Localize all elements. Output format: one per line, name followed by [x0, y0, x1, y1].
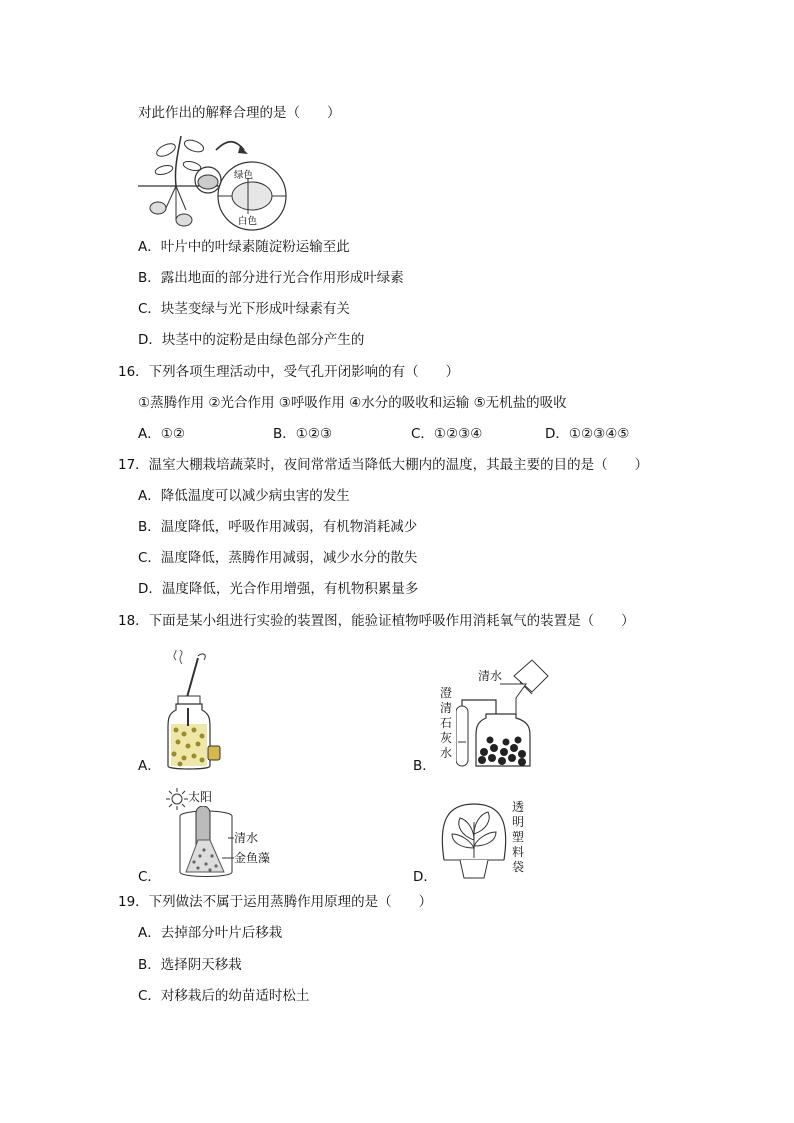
q19-option-a[interactable]: A．去掉部分叶片后移栽 — [138, 925, 283, 941]
q18-option-c-letter[interactable]: C． — [138, 869, 161, 885]
fig-c-sun-label: 太阳 — [188, 790, 213, 804]
q15-option-c[interactable]: C．块茎变绿与光下形成叶绿素有关 — [138, 301, 350, 317]
q19-option-b[interactable]: B．选择阴天移栽 — [138, 957, 242, 973]
q19-stem: 19．下列做法不属于运用蒸腾作用原理的是（ ） — [118, 894, 433, 910]
q16-option-a[interactable]: A．①② — [138, 426, 185, 442]
label-white: 白色 — [238, 216, 258, 227]
q18-stem: 18．下面是某小组进行实验的装置图，能验证植物呼吸作用消耗氧气的装置是（ ） — [118, 613, 635, 629]
q16-option-c[interactable]: C．①②③④ — [411, 426, 483, 442]
q17-option-d[interactable]: D．温度降低，光合作用增强，有机物积累量多 — [138, 581, 419, 597]
q17-option-a[interactable]: A．降低温度可以减少病虫害的发生 — [138, 488, 350, 504]
apparatus-c-figure — [176, 806, 236, 880]
q15-stem: 对此作出的解释合理的是（ ） — [138, 105, 341, 121]
q15-option-b[interactable]: B．露出地面的部分进行光合作用形成叶绿素 — [138, 270, 404, 286]
q16-items: ①蒸腾作用 ②光合作用 ③呼吸作用 ④水分的吸收和运输 ⑤无机盐的吸收 — [138, 395, 567, 411]
q18-option-d-letter[interactable]: D． — [413, 869, 437, 885]
q17-option-b[interactable]: B．温度降低，呼吸作用减弱，有机物消耗减少 — [138, 519, 418, 535]
q17-option-c[interactable]: C．温度降低，蒸腾作用减弱，减少水分的散失 — [138, 550, 418, 566]
q17-stem: 17．温室大棚栽培蔬菜时，夜间常常适当降低大棚内的温度，其最主要的目的是（ ） — [118, 457, 649, 473]
potato-tuber-figure — [136, 128, 292, 232]
q16-option-b[interactable]: B．①②③ — [273, 426, 333, 442]
q18-option-b-letter[interactable]: B． — [413, 758, 436, 774]
fig-c-water-label: 清水 — [234, 831, 259, 845]
q15-option-d[interactable]: D．块茎中的淀粉是由绿色部分产生的 — [138, 332, 365, 348]
q16-option-d[interactable]: D．①②③④⑤ — [545, 426, 630, 442]
label-green: 绿色 — [234, 170, 254, 181]
q18-option-a-letter[interactable]: A． — [138, 758, 161, 774]
q15-option-a[interactable]: A．叶片中的叶绿素随淀粉运输至此 — [138, 239, 350, 255]
fig-d-side-label: 透明塑料袋 — [512, 800, 525, 874]
apparatus-b-figure — [456, 654, 552, 770]
apparatus-a-figure — [158, 650, 222, 774]
fig-b-top-label: 清水 — [478, 669, 503, 683]
fig-b-side-label: 澄清石灰水 — [440, 686, 453, 760]
apparatus-d-figure — [438, 800, 510, 880]
q19-option-c[interactable]: C．对移栽后的幼苗适时松土 — [138, 988, 310, 1004]
q16-stem: 16．下列各项生理活动中，受气孔开闭影响的有（ ） — [118, 364, 460, 380]
fig-c-plant-label: 金鱼藻 — [234, 851, 271, 865]
